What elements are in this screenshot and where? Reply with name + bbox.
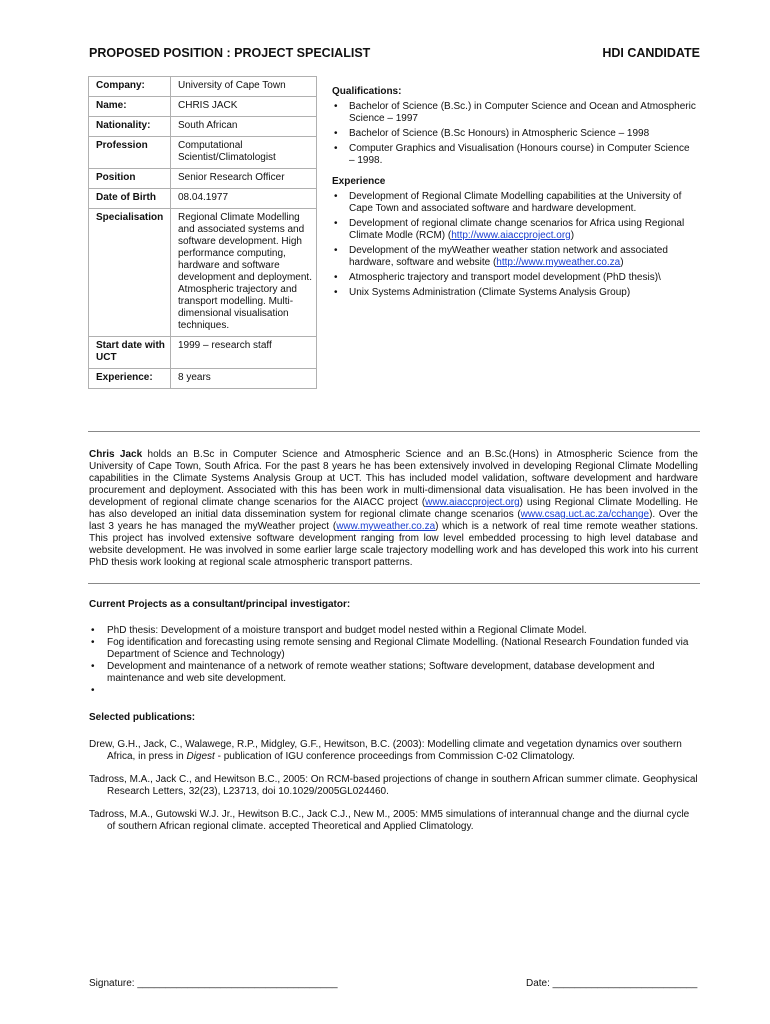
list-item-empty — [89, 685, 698, 697]
list-item: • Bachelor of Science (B.Sc.) in Computer Science and Ocean and Atmospheric Science – 1997 — [332, 101, 697, 125]
publication-entry: Tadross, M.A., Jack C., and Hewitson B.C., 2005: On RCM-based projections of change in southern African summer climate. Geophysical Research Letters, 32(23), L23713, doi 10.1029/2005GL024460. — [89, 774, 698, 797]
section-divider — [88, 431, 700, 432]
list-item: • Unix Systems Administration (Climate Systems Analysis Group) — [332, 287, 697, 299]
info-label: Name: — [89, 97, 171, 117]
info-value: Regional Climate Modelling and associated systems and software development. High performance computing, hardware and software development and deployment. Atmospheric trajectory and transport modelling. Multi-dimensional visualisation techniques. — [171, 209, 317, 337]
info-value: Senior Research Officer — [171, 169, 317, 189]
qualifications-heading: Qualifications: — [332, 86, 402, 97]
info-value: CHRIS JACK — [171, 97, 317, 117]
aiacc-link[interactable]: http://www.aiaccproject.org — [451, 230, 571, 241]
publication-entry — [89, 739, 698, 763]
aiacc-link[interactable]: www.aiaccproject.org — [425, 497, 520, 508]
bio-text: ) using Regional Climate Modelling. He has also developed an initial data dissemination system for regional climate change scenarios ( — [89, 497, 698, 520]
biography-paragraph — [89, 449, 698, 569]
list-item: • Atmospheric trajectory and transport model development (PhD thesis)\ — [332, 272, 697, 284]
info-row-position — [89, 169, 317, 189]
proposed-position-title: PROPOSED POSITION : PROJECT SPECIALIST — [89, 46, 371, 60]
csag-link[interactable]: www.csag.uct.ac.za/cchange — [520, 509, 650, 520]
info-row-nationality — [89, 117, 317, 137]
list-item: • Fog identification and forecasting using remote sensing and Regional Climate Modelling. (National Research Foundation funded via Department of Science and Technology) — [89, 637, 698, 661]
info-label: Position — [89, 169, 171, 189]
info-value: Computational Scientist/Climatologist — [171, 137, 317, 169]
info-row-company — [89, 77, 317, 97]
publication-italic: Digest — [186, 751, 215, 762]
myweather-link[interactable]: http://www.myweather.co.za — [496, 257, 621, 268]
projects-publications-section — [89, 599, 698, 833]
qualifications-list — [332, 101, 697, 167]
info-value: South African — [171, 117, 317, 137]
signature-line: Signature: ____________________________________ — [89, 978, 338, 989]
info-label: Experience: — [89, 369, 171, 389]
bio-text: holds an B.Sc in Computer Science and Atmospheric Science and an B.Sc.(Hons) in Atmospheric Science from the University of Cape Town, South Africa. For the past 8 years he has been extensively involved in developing Regional Climate Modelling capabilities in the Climate Systems Analysis Group at UCT. This has included model validation, software development and hardware procurement and deployment. Associated with this has been work in multi-dimensional data visualisation. He has been involved in the development of regional climate change scenarios for the AIACC project ( — [89, 449, 698, 508]
info-value: 1999 – research staff — [171, 337, 317, 369]
section-divider — [88, 583, 700, 584]
list-item — [332, 245, 697, 269]
info-row-start-date — [89, 337, 317, 369]
list-item: • Bachelor of Science (B.Sc Honours) in Atmospheric Science – 1998 — [332, 128, 697, 140]
experience-text: ) — [570, 230, 575, 241]
bio-text: ). Over the last 3 years he has managed the myWeather project ( — [89, 509, 698, 532]
bio-name: Chris Jack — [89, 449, 143, 460]
info-value: 08.04.1977 — [171, 189, 317, 209]
list-item: • Development and maintenance of a network of remote weather stations; Software development, database development and maintenance and web site development. — [89, 661, 698, 685]
list-item: • Development of Regional Climate Modelling capabilities at the University of Cape Town and associated software and hardware development. — [332, 191, 697, 215]
list-item — [332, 218, 697, 242]
experience-text: Development of regional climate change scenarios for Africa using Regional Climate Modle (RCM) ( — [349, 218, 685, 241]
bio-text: ) which is a network of real time remote weather stations. This project has involved extensive software development ranging from low level embedded processing to high level database and website development. He was involved in some earlier large scale trajectory modelling work and has developed this work into his current PhD thesis work looking at regional scale atmospheric transport patterns. — [89, 521, 698, 568]
publications-heading: Selected publications: — [89, 712, 196, 723]
info-row-specialisation — [89, 209, 317, 337]
info-label: Nationality: — [89, 117, 171, 137]
list-item: • Computer Graphics and Visualisation (Honours course) in Computer Science – 1998. — [332, 143, 697, 167]
experience-text: ) — [620, 257, 624, 268]
publication-text: - publication of IGU conference proceedings from Commission C-02 Climatology. — [214, 751, 575, 762]
experience-list — [332, 191, 697, 299]
candidate-type-label: HDI CANDIDATE — [602, 46, 700, 60]
info-row-profession — [89, 137, 317, 169]
date-line: Date: __________________________ — [526, 978, 698, 989]
myweather-link[interactable]: www.myweather.co.za — [336, 521, 436, 532]
current-projects-list — [89, 625, 698, 697]
info-row-name — [89, 97, 317, 117]
experience-text: Development of the myWeather weather station network and associated hardware, software and website ( — [349, 245, 668, 268]
experience-heading: Experience — [332, 176, 386, 187]
info-label: Start date with UCT — [89, 337, 171, 369]
info-label: Specialisation — [89, 209, 171, 337]
qualifications-experience-column — [332, 86, 697, 302]
info-row-experience — [89, 369, 317, 389]
info-row-date-of-birth — [89, 189, 317, 209]
publication-entry: Tadross, M.A., Gutowski W.J. Jr., Hewitson B.C., Jack C.J., New M., 2005: MM5 simulations of interannual change and the diurnal cycle of southern African regional climate. accepted Theoretical and Applied Climatology. — [89, 809, 690, 832]
info-label: Date of Birth — [89, 189, 171, 209]
current-projects-heading: Current Projects as a consultant/principal investigator: — [89, 599, 351, 610]
personal-info-table — [88, 76, 317, 389]
info-value: 8 years — [171, 369, 317, 389]
info-label: Profession — [89, 137, 171, 169]
info-label: Company: — [89, 77, 171, 97]
list-item: • PhD thesis: Development of a moisture transport and budget model nested within a Regional Climate Model. — [89, 625, 698, 637]
info-value: University of Cape Town — [171, 77, 317, 97]
publication-text: Drew, G.H., Jack, C., Walawege, R.P., Midgley, G.F., Hewitson, B.C. (2003): Modelling climate and vegetation dynamics over southern Africa, in press in — [89, 739, 682, 762]
